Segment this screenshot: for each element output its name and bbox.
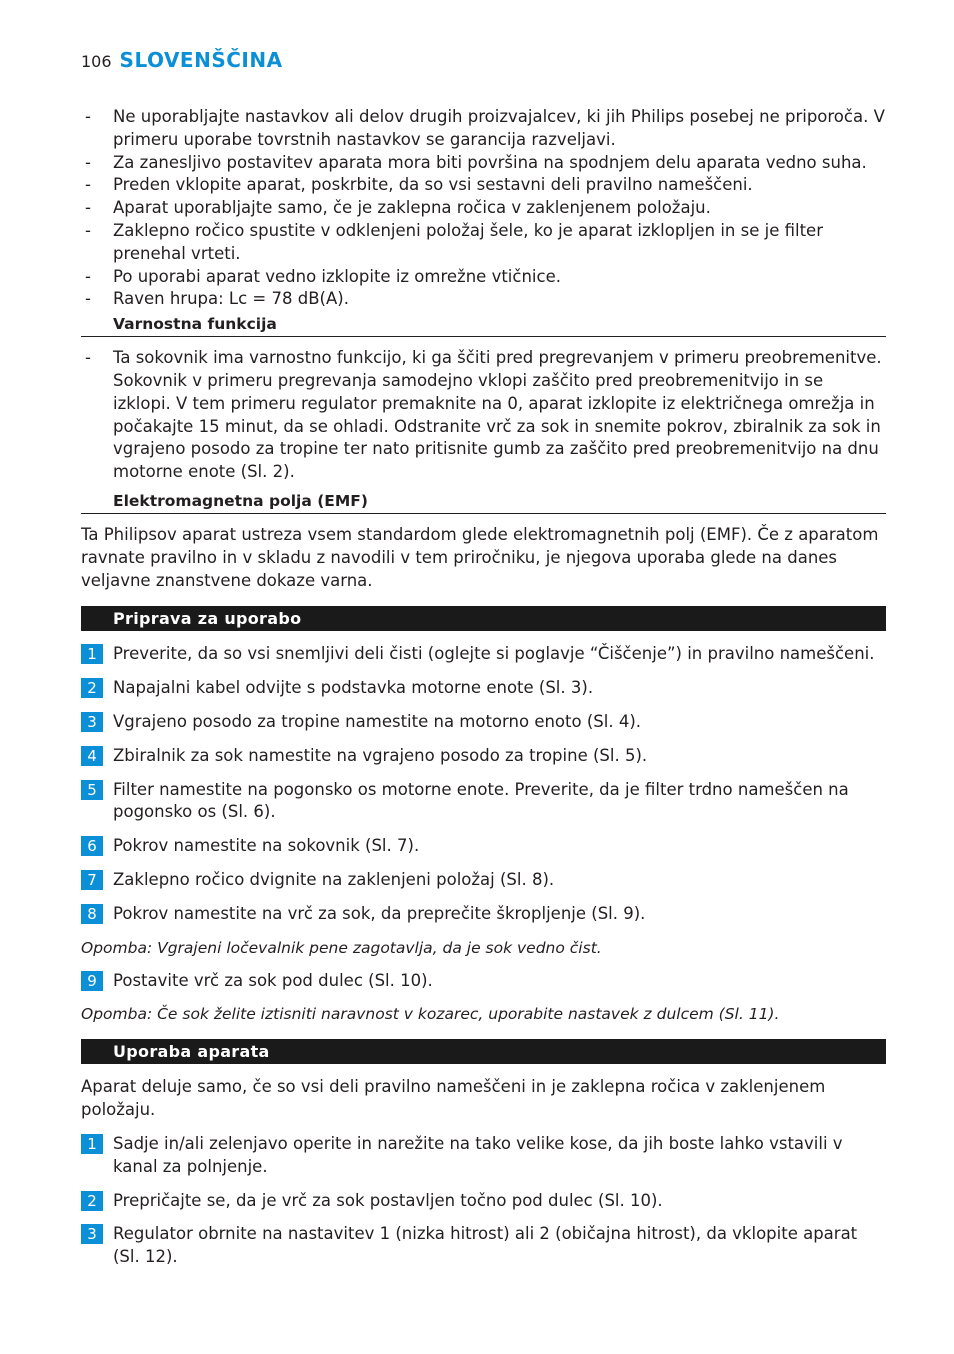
list-item: - Preden vklopite aparat, poskrbite, da so vsi sestavni deli pravilno nameščeni. [81, 174, 886, 197]
step-item [81, 745, 886, 768]
step-number: 5 [81, 780, 103, 800]
list-item: - Po uporabi aparat vedno izklopite iz omrežne vtičnice. [81, 266, 886, 289]
step-number: 7 [81, 870, 103, 890]
step-item [81, 1223, 886, 1269]
step-text: Preverite, da so vsi snemljivi deli čisti (oglejte si poglavje “Čiščenje”) in pravilno nameščeni. [113, 644, 875, 664]
list-item: - Zaklepno ročico spustite v odklenjeni položaj šele, ko je aparat izklopljen in se je filter prenehal vrteti. [81, 220, 886, 266]
step-number: 6 [81, 836, 103, 856]
usage-section-heading: Uporaba aparata [81, 1039, 886, 1064]
note-foam-separator: Opomba: Vgrajeni ločevalnik pene zagotavlja, da je sok vedno čist. [81, 938, 602, 957]
emf-paragraph: Ta Philipsov aparat ustreza vsem standardom glede elektromagnetnih polj (EMF). Če z aparatom ravnate pravilno in v skladu z navodili v tem priročniku, je njegova uporaba glede na danes veljavne znanstvene dokaze varna. [81, 524, 879, 590]
step-text: Pokrov namestite na sokovnik (Sl. 7). [113, 836, 420, 856]
step-item [81, 677, 886, 700]
step-item [81, 711, 886, 734]
step-number: 3 [81, 1224, 103, 1244]
safety-heading: Varnostna funkcija [81, 315, 886, 337]
step-text: Prepričajte se, da je vrč za sok postavljen točno pod dulec (Sl. 10). [113, 1190, 663, 1210]
step-item [81, 869, 886, 892]
step-text: Zaklepno ročico dvignite na zaklenjeni položaj (Sl. 8). [113, 869, 555, 889]
step-item [81, 903, 886, 926]
step-text: Postavite vrč za sok pod dulec (Sl. 10). [113, 970, 433, 990]
step-item [81, 643, 886, 666]
page-content [81, 106, 886, 1280]
step-number: 4 [81, 746, 103, 766]
intro-warning-list [81, 106, 886, 311]
page-number: 106 [81, 52, 112, 71]
step-number: 9 [81, 971, 103, 991]
step-text: Regulator obrnite na nastavitev 1 (nizka hitrost) ali 2 (običajna hitrost), da vklopite aparat (Sl. 12). [113, 1224, 858, 1267]
usage-intro: Aparat deluje samo, če so vsi deli pravilno nameščeni in je zaklepna ročica v zaklenjenem položaju. [81, 1077, 826, 1120]
step-item [81, 835, 886, 858]
step-text: Zbiralnik za sok namestite na vgrajeno posodo za tropine (Sl. 5). [113, 745, 648, 765]
step-number: 3 [81, 712, 103, 732]
emf-heading: Elektromagnetna polja (EMF) [81, 492, 886, 514]
step-number: 2 [81, 678, 103, 698]
step-number: 8 [81, 904, 103, 924]
step-item [81, 1133, 886, 1179]
prep-section-heading: Priprava za uporabo [81, 606, 886, 631]
list-item: - Aparat uporabljajte samo, če je zaklepna ročica v zaklenjenem položaju. [81, 197, 886, 220]
step-number: 1 [81, 644, 103, 664]
language-title: SLOVENŠČINA [119, 48, 283, 72]
step-text: Pokrov namestite na vrč za sok, da preprečite škropljenje (Sl. 9). [113, 903, 646, 923]
page-header [81, 48, 283, 74]
step-number: 2 [81, 1191, 103, 1211]
step-item [81, 970, 886, 993]
step-item [81, 779, 886, 825]
step-text: Sadje in/ali zelenjavo operite in narežite na tako velike kose, da jih boste lahko vstavili v kanal za polnjenje. [113, 1133, 843, 1176]
step-number: 1 [81, 1134, 103, 1154]
safety-list [81, 347, 886, 484]
step-text: Vgrajeno posodo za tropine namestite na motorno enoto (Sl. 4). [113, 711, 641, 731]
step-item [81, 1190, 886, 1213]
step-text: Napajalni kabel odvijte s podstavka motorne enote (Sl. 3). [113, 678, 594, 698]
note-spout: Opomba: Če sok želite iztisniti naravnost v kozarec, uporabite nastavek z dulcem (Sl. 11). [81, 1005, 780, 1024]
list-item: - Raven hrupa: Lc = 78 dB(A). [81, 288, 886, 311]
list-item: - Ta sokovnik ima varnostno funkcijo, ki ga ščiti pred pregrevanjem v primeru preobremenitve. Sokovnik v primeru pregrevanja samodejno vklopi zaščito pred preobremenitvijo in se izklopi. V tem primeru regulator premaknite na 0, aparat izklopite iz električnega omrežja in počakajte 15 minut, da se ohladi. Odstranite vrč za sok in snemite pokrov, zbiralnik za sok in vgrajeno posodo za tropine ter nato pritisnite gumb za zaščito pred preobremenitvijo na dnu motorne enote (Sl. 2). [81, 347, 886, 484]
list-item: - Za zanesljivo postavitev aparata mora biti površina na spodnjem delu aparata vedno suha. [81, 152, 886, 175]
list-item: - Ne uporabljajte nastavkov ali delov drugih proizvajalcev, ki jih Philips posebej ne priporoča. V primeru uporabe tovrstnih nastavkov se garancija razveljavi. [81, 106, 886, 152]
step-text: Filter namestite na pogonsko os motorne enote. Preverite, da je filter trdno nameščen na pogonsko os (Sl. 6). [113, 779, 849, 822]
